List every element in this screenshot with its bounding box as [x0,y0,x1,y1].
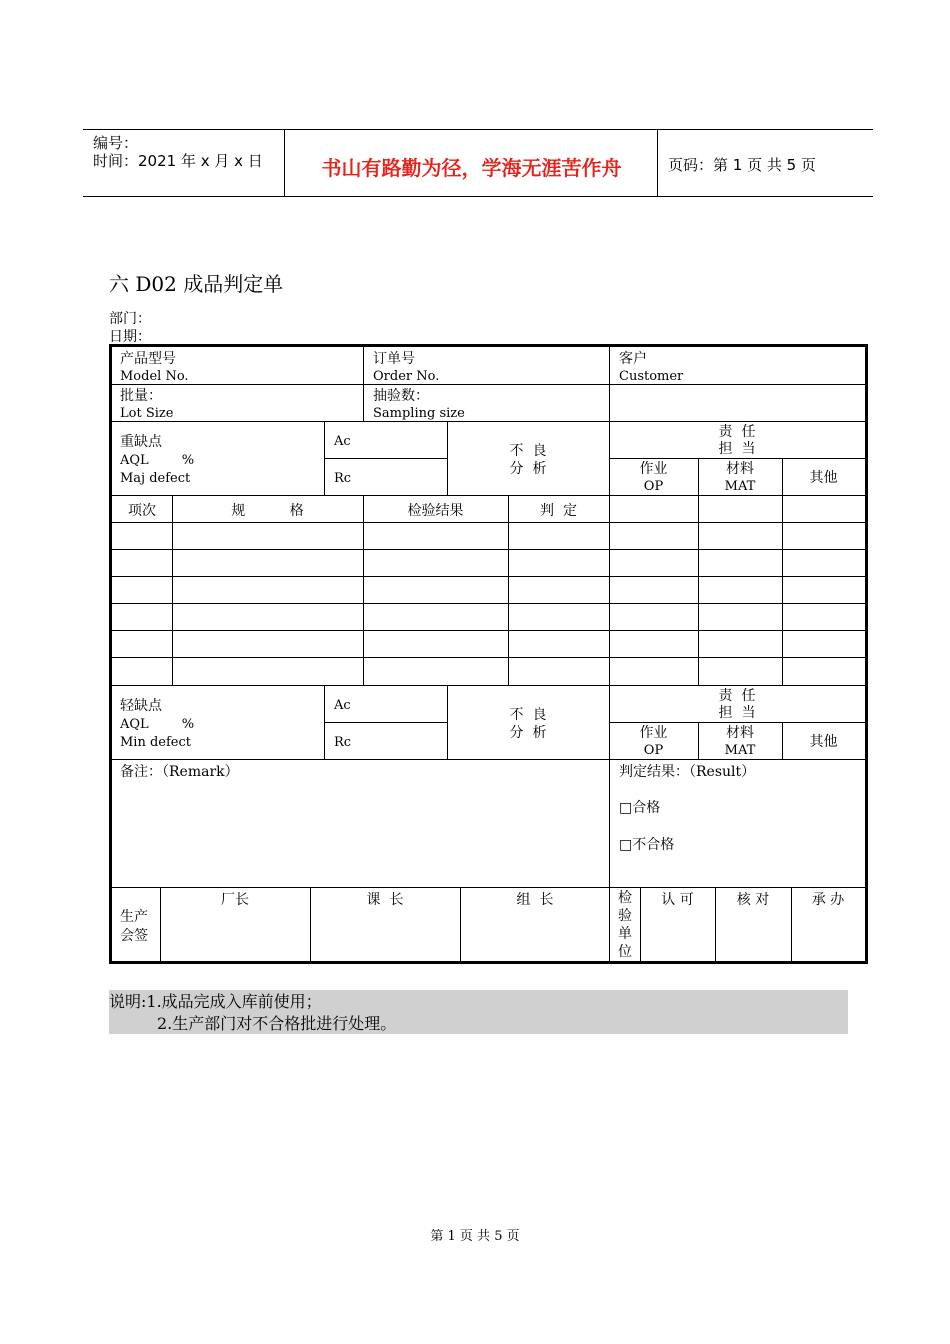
judgement-form [109,344,868,964]
approve-label: 认 可 [661,892,694,908]
check-label: 核 对 [736,892,770,908]
major-mat-cn: 材料 [726,461,754,477]
minor-responsibility-1: 责 任 [718,688,756,704]
inspect-unit-char-4: 位 [618,944,632,960]
major-ac-label: Ac [334,434,351,449]
minor-defect-analysis-1: 不 良 [509,707,547,723]
date-label: 日期： [109,329,151,345]
minor-op-cn: 作业 [639,725,668,741]
major-defect-analysis-1: 不 良 [509,443,547,459]
fail-checkbox[interactable]: □不合格 [619,837,675,853]
customer-label-en: Customer [619,369,684,384]
sampling-label-en: Sampling size [373,406,465,421]
footer-page-number: 第 1 页 共 5 页 [430,1229,520,1244]
column-judge: 判 定 [540,503,577,519]
minor-defect-title: 轻缺点 [120,698,162,714]
minor-defect-en: Min defect [120,735,191,750]
major-rc-label: Rc [334,471,352,486]
major-op-cn: 作业 [639,461,668,477]
inspect-unit-char-2: 验 [618,908,632,924]
production-sign-label-1: 生产 [120,909,148,925]
minor-other: 其他 [809,734,838,750]
major-defect-analysis-2: 分 析 [509,461,547,477]
lot-size-label-cn: 批量： [120,388,162,404]
major-defect-title: 重缺点 [120,434,162,450]
pass-checkbox[interactable]: □合格 [619,800,661,816]
note-line-1: 说明:1.成品完成入库前使用； [109,992,322,1011]
major-other: 其他 [809,470,838,486]
customer-label-cn: 客户 [619,351,647,367]
major-responsibility-1: 责 任 [718,424,756,440]
column-result: 检验结果 [407,503,464,519]
result-label: 判定结果：（Result） [619,764,756,780]
section-head-label: 课 长 [366,892,404,908]
order-label-en: Order No. [373,369,440,384]
note-line-2: 2.生产部门对不合格批进行处理。 [157,1014,397,1033]
minor-aql-label: AQL % [120,717,195,732]
inspect-unit-char-1: 检 [618,890,632,906]
time-label: 时间：2021 年 x 月 x 日 [93,152,263,170]
minor-mat-cn: 材料 [726,725,754,741]
major-responsibility-2: 担 当 [718,441,756,457]
minor-responsibility-2: 担 当 [718,705,756,721]
lot-size-label-en: Lot Size [120,406,174,421]
production-sign-label-2: 会签 [120,928,148,944]
factory-head-label: 厂长 [221,892,249,908]
order-label-cn: 订单号 [373,351,415,367]
major-mat-en: MAT [724,479,756,494]
document-title: 六 D02 成品判定单 [109,272,284,296]
minor-op-en: OP [643,743,664,758]
model-label-cn: 产品型号 [120,351,176,367]
model-label-en: Model No. [120,369,189,384]
header-bottom-rule [83,196,873,197]
minor-mat-en: MAT [724,743,756,758]
minor-ac-label: Ac [334,698,351,713]
minor-defect-analysis-2: 分 析 [509,725,547,741]
inspect-unit-char-3: 单 [618,926,632,942]
department-label: 部门： [109,311,151,327]
column-item: 项次 [128,503,156,519]
column-spec: 规 格 [231,503,304,519]
sampling-label-cn: 抽验数： [373,388,429,404]
group-head-label: 组 长 [516,892,554,908]
header-top-rule [83,129,873,130]
handle-label: 承 办 [811,892,845,908]
number-label: 编号： [93,134,139,152]
page-indicator: 页码：第 1 页 共 5 页 [668,156,816,174]
motto-banner: 书山有路勤为径，学海无涯苦作舟 [321,156,622,180]
minor-rc-label: Rc [334,735,352,750]
major-op-en: OP [643,479,664,494]
notes-box [109,990,848,1034]
major-aql-label: AQL % [120,453,195,468]
major-defect-en: Maj defect [120,471,191,486]
remark-label: 备注：（Remark） [120,764,239,780]
